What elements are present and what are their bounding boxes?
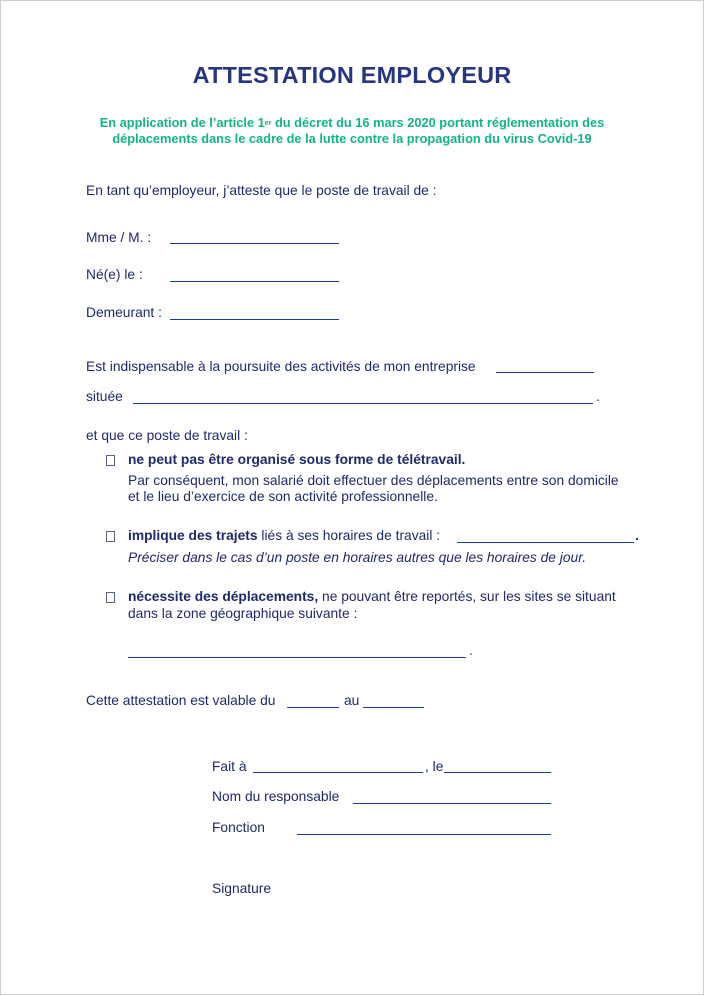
validity-from-line[interactable] bbox=[287, 707, 339, 708]
validity-to-line[interactable] bbox=[363, 707, 424, 708]
option1-checkbox[interactable] bbox=[106, 453, 115, 471]
checkbox-icon bbox=[106, 455, 115, 466]
name-field-line[interactable] bbox=[170, 243, 339, 244]
made-at-label: Fait à bbox=[212, 759, 247, 774]
function-label: Fonction bbox=[212, 820, 265, 835]
subtitle-superscript: er bbox=[264, 120, 272, 127]
name-label: Mme / M. : bbox=[86, 230, 152, 245]
option1-line2: Par conséquent, mon salarié doit effectuer des déplacements entre son domicile bbox=[128, 473, 619, 488]
option3-line2: dans la zone géographique suivante : bbox=[128, 606, 358, 621]
subtitle-text-a: En application de l’article 1 bbox=[99, 115, 265, 130]
function-line[interactable] bbox=[297, 834, 551, 835]
company-field-line[interactable] bbox=[496, 372, 594, 373]
manager-line[interactable] bbox=[353, 803, 551, 804]
zone-period: . bbox=[469, 643, 473, 658]
option3-title: nécessite des déplacements, bbox=[128, 589, 319, 604]
birth-field-line[interactable] bbox=[170, 281, 339, 282]
option1-line3: et le lieu d’exercice de son activité professionnelle. bbox=[128, 489, 438, 504]
location-field-line[interactable] bbox=[133, 403, 593, 404]
address-label: Demeurant : bbox=[86, 305, 162, 320]
option3-checkbox[interactable] bbox=[106, 590, 115, 608]
intro-text: En tant qu’employeur, j’atteste que le poste de travail de : bbox=[86, 183, 437, 198]
zone-field-line[interactable] bbox=[128, 657, 466, 658]
located-label: située bbox=[86, 389, 123, 404]
subtitle-line-2: déplacements dans le cadre de la lutte contre la propagation du virus Covid-19 bbox=[112, 131, 592, 146]
made-at-line[interactable] bbox=[253, 772, 423, 773]
manager-label: Nom du responsable bbox=[212, 789, 340, 804]
validity-label: Cette attestation est valable du bbox=[86, 693, 276, 708]
option2-rest: liés à ses horaires de travail : bbox=[257, 528, 441, 543]
schedule-field-line[interactable] bbox=[457, 542, 634, 543]
document-title: ATTESTATION EMPLOYEUR bbox=[192, 62, 512, 88]
option2-checkbox[interactable] bbox=[106, 529, 115, 547]
signature-label: Signature bbox=[212, 881, 272, 896]
location-period: . bbox=[596, 389, 600, 404]
option2-text bbox=[128, 528, 440, 543]
date-label: , le bbox=[425, 759, 444, 774]
checkbox-icon bbox=[106, 592, 115, 603]
subtitle-text-b: du décret du 16 mars 2020 portant réglementation des bbox=[271, 115, 605, 130]
address-field-line[interactable] bbox=[170, 319, 339, 320]
subtitle-line-1 bbox=[0, 115, 704, 130]
schedule-period: . bbox=[635, 528, 639, 543]
birth-label: Né(e) le : bbox=[86, 267, 143, 282]
validity-to-label: au bbox=[344, 693, 360, 708]
date-line[interactable] bbox=[444, 772, 551, 773]
company-sentence: Est indispensable à la poursuite des activités de mon entreprise bbox=[86, 359, 476, 374]
option2-note: Préciser dans le cas d’un poste en horaires autres que les horaires de jour. bbox=[128, 550, 587, 565]
checkbox-icon bbox=[106, 531, 115, 542]
option3-text bbox=[128, 589, 616, 604]
position-intro: et que ce poste de travail : bbox=[86, 428, 248, 443]
option2-title: implique des trajets bbox=[128, 528, 258, 543]
option1-title: ne peut pas être organisé sous forme de télétravail. bbox=[128, 452, 466, 467]
option3-rest: ne pouvant être reportés, sur les sites se situant bbox=[318, 589, 616, 604]
